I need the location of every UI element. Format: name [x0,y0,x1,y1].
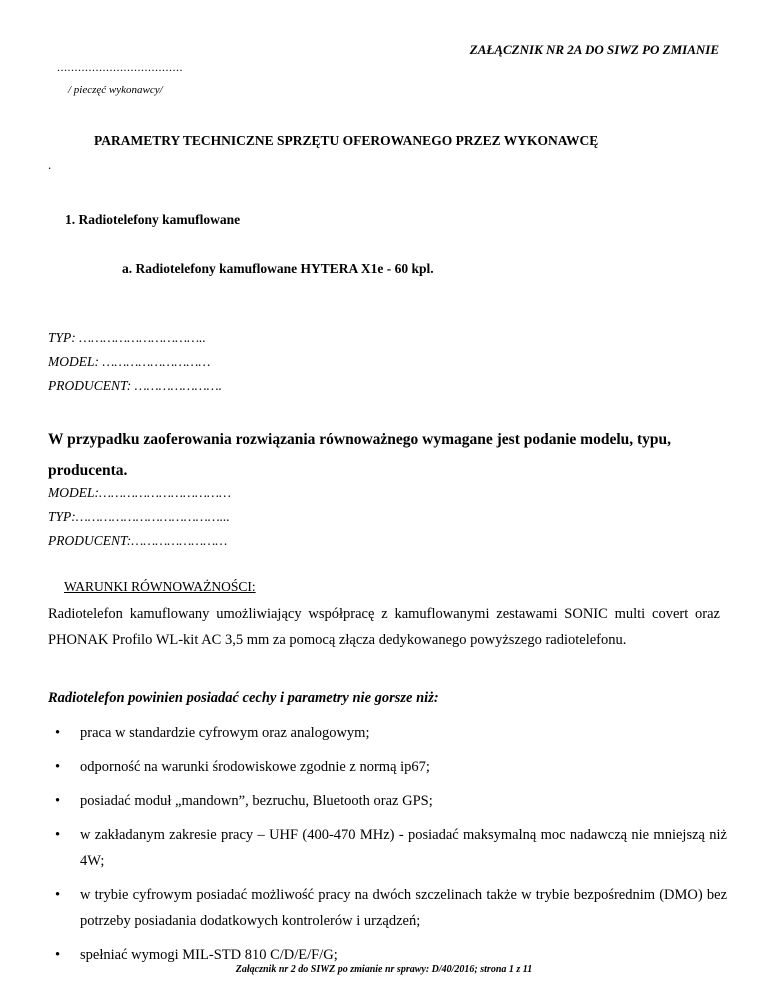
list-item: • spełniać wymogi MIL-STD 810 C/D/E/F/G; [55,942,727,968]
equivalent-model-field: MODEL:…………………………… [48,485,232,500]
bullet-icon: • [55,947,61,963]
description-paragraph: Radiotelefon kamuflowany umożliwiający współpracę z kamuflowanymi zestawami SONIC multi covert oraz PHONAK Profilo WL-kit AC 3,5 mm za pomocą złącza dedykowanego powyższego radiotelefonu. [48,606,720,648]
equivalent-producent-field: PRODUCENT:…………………… [48,533,228,548]
stray-dot: . [48,157,52,172]
bullet-icon: • [55,827,61,843]
list-item: • w trybie cyfrowym posiadać możliwość pracy na dwóch szczelinach także w trybie bezpośrednim (DMO) bez potrzeby posiadania dodatkowych kontrolerów i urządzeń; [55,882,727,934]
section-heading: 1. Radiotelefony kamuflowane [65,212,241,227]
equivalent-note: W przypadku zaoferowania rozwiązania równoważnego wymagane jest podanie modelu, typu, producenta. [48,431,672,479]
document-title: PARAMETRY TECHNICZNE SPRZĘTU OFEROWANEGO PRZEZ WYKONAWCĘ [94,133,599,148]
annex-header: ZAŁĄCZNIK NR 2A DO SIWZ PO ZMIANIE [469,42,719,57]
bullet-icon: • [55,793,61,809]
page-footer: Załącznik nr 2 do SIWZ po zmianie nr sprawy: D/40/2016; strona 1 z 11 [235,964,533,975]
equivalent-typ-field: TYP:………………………………... [48,509,230,524]
list-item: • w zakładanym zakresie pracy – UHF (400-470 MHz) - posiadać maksymalną moc nadawczą nie mniejszą niż 4W; [55,822,727,874]
stamp-dots: .................................... [57,60,183,74]
producent-field: PRODUCENT: …………………. [48,378,223,393]
requirements-list [55,720,727,976]
bullet-icon: • [55,725,61,741]
list-item: • praca w standardzie cyfrowym oraz analogowym; [55,720,727,746]
warunki-heading: WARUNKI RÓWNOWAŻNOŚCI: [64,579,256,594]
bullet-icon: • [55,887,61,903]
subsection-heading: a. Radiotelefony kamuflowane HYTERA X1e - 60 kpl. [122,261,434,276]
list-item: • odporność na warunki środowiskowe zgodnie z normą ip67; [55,754,727,780]
typ-field: TYP: ………………………….. [48,330,206,345]
list-item: • posiadać moduł „mandown”, bezruchu, Bluetooth oraz GPS; [55,788,727,814]
model-field: MODEL: ……………………… [48,354,211,369]
stamp-label: / pieczęć wykonawcy/ [68,84,163,96]
requirements-heading: Radiotelefon powinien posiadać cechy i parametry nie gorsze niż: [48,690,439,706]
bullet-icon: • [55,759,61,775]
